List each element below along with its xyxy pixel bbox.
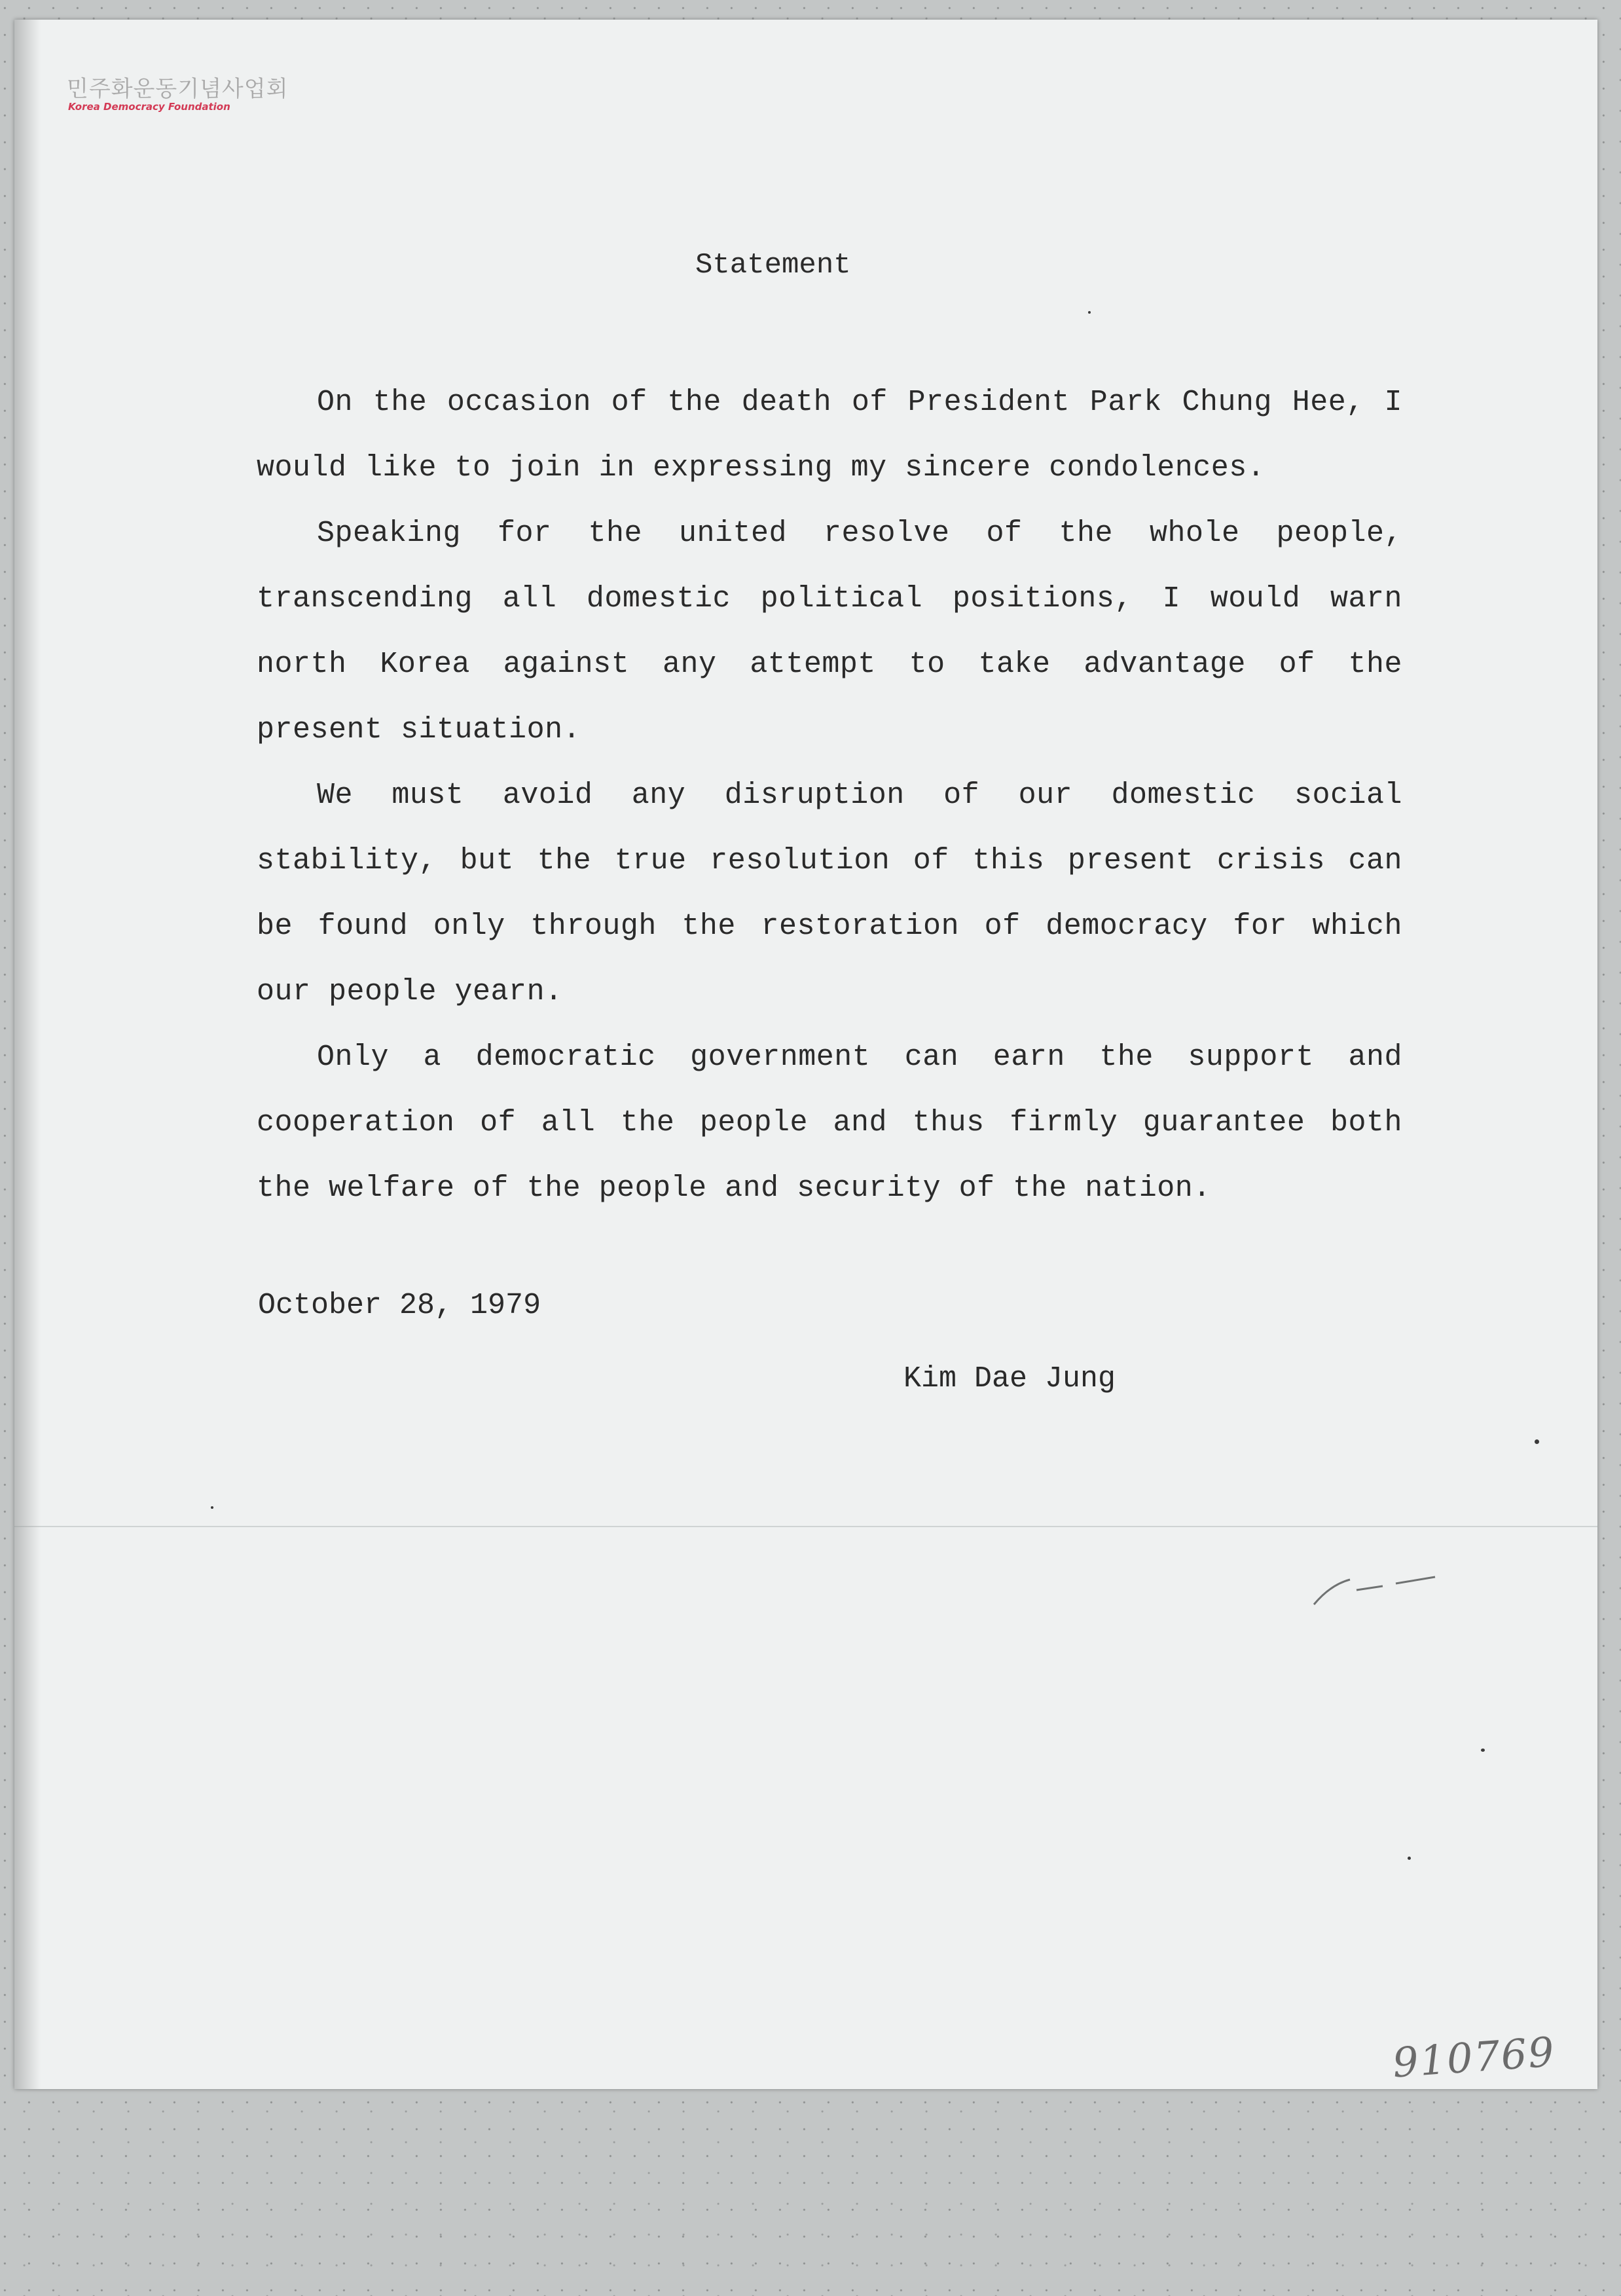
scan-speck bbox=[1535, 1439, 1539, 1444]
statement-date: October 28, 1979 bbox=[258, 1289, 541, 1322]
foundation-logo bbox=[54, 51, 289, 123]
pencil-scratch bbox=[1311, 1572, 1455, 1611]
document-title: Statement bbox=[695, 249, 851, 282]
signature-name: Kim Dae Jung bbox=[903, 1362, 1116, 1396]
document-page bbox=[14, 20, 1597, 2089]
fold-line bbox=[14, 1526, 1597, 1527]
paragraph-3: We must avoid any disruption of our domestic social stability, but the true resolution of this present crisis can be found only through the restoration of democracy for which our people yearn. bbox=[257, 779, 1402, 1009]
scan-speck bbox=[1408, 1857, 1411, 1860]
logo-korean-text: 민주화운동기념사업회 bbox=[67, 76, 289, 102]
paragraph-2: Speaking for the united resolve of the whole people, transcending all domestic political positions, I would warn north Korea against any attempt to take advantage of the present situation. bbox=[257, 517, 1402, 747]
paragraph-1: On the occasion of the death of President Park Chung Hee, I would like to join in expressing my sincere condolences. bbox=[257, 386, 1402, 485]
archive-number: 910769 bbox=[1391, 2028, 1557, 2087]
scan-speck bbox=[211, 1506, 213, 1509]
statement-body bbox=[257, 370, 1402, 1221]
paragraph-4: Only a democratic government can earn the support and cooperation of all the people and thus firmly guarantee both the welfare of the people and security of the nation. bbox=[257, 1041, 1402, 1205]
logo-english-text: Korea Democracy Foundation bbox=[68, 101, 230, 113]
scan-speck bbox=[1481, 1749, 1485, 1752]
scan-speck bbox=[1088, 311, 1091, 314]
